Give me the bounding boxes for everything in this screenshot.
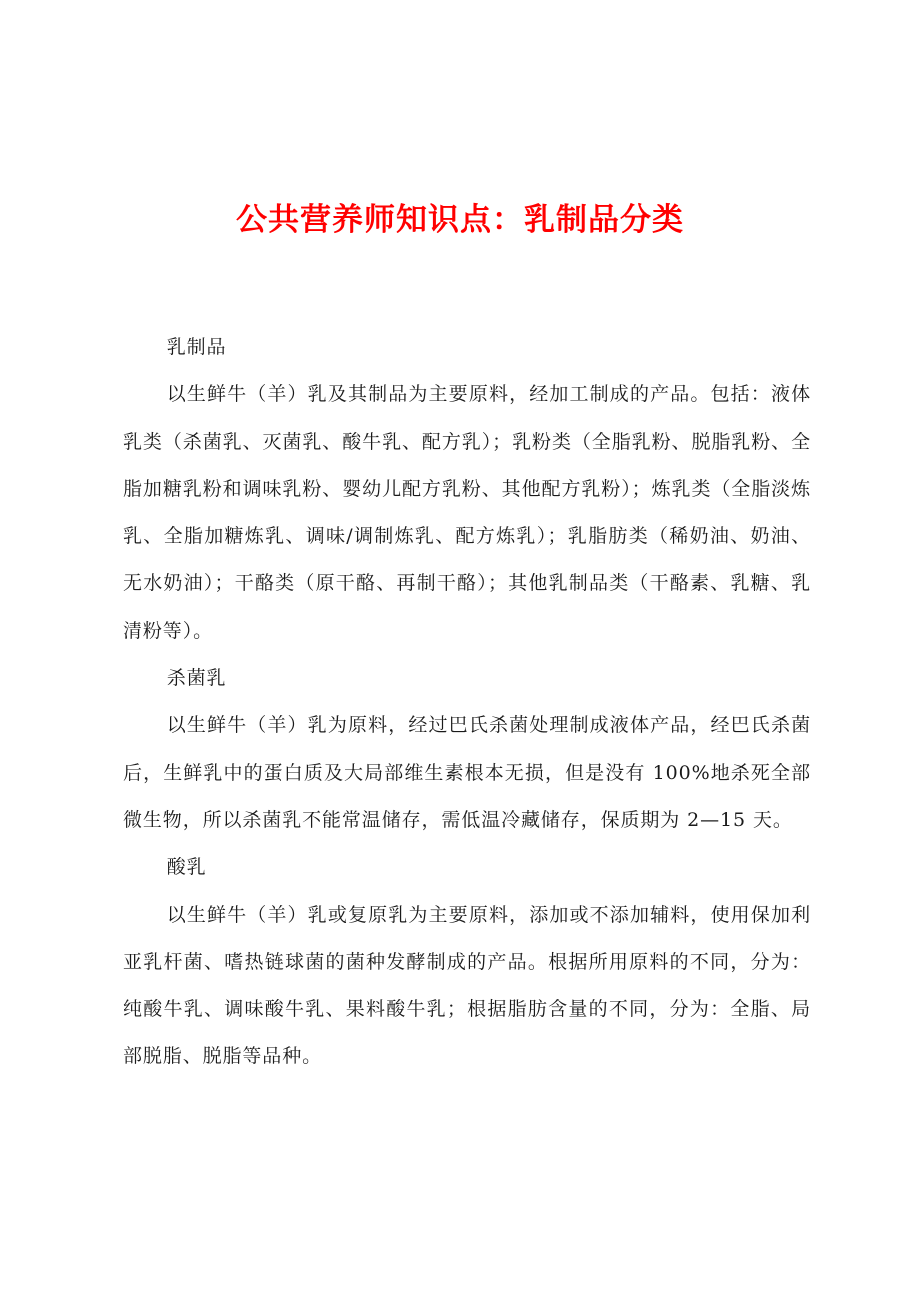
section-heading-yogurt: 酸乳 — [166, 856, 207, 879]
document-body — [123, 324, 811, 1081]
section-text-dairy-products: 以生鲜牛（羊）乳及其制品为主要原料，经加工制成的产品。包括：液体乳类（杀菌乳、灭菌乳、酸牛乳、配方乳）；乳粉类（全脂乳粉、脱脂乳粉、全脂加糖乳粉和调味乳粉、婴幼儿配方乳粉、其他配方乳粉）；炼乳类（全脂淡炼乳、全脂加糖炼乳、调味/调制炼乳、配方炼乳）；乳脂肪类（稀奶油、奶油、无水奶油）；干酪类（原干酪、再制干酪）；其他乳制品类（干酪素、乳糖、乳清粉等）。 — [123, 383, 811, 642]
section-text-pasteurized-milk: 以生鲜牛（羊）乳为原料，经过巴氏杀菌处理制成液体产品，经巴氏杀菌后，生鲜乳中的蛋白质及大局部维生素根本无损，但是没有 100%地杀死全部微生物，所以杀菌乳不能常温储存，需低温冷藏储存，保质期为 2—15 天。 — [123, 714, 811, 831]
document-title: 公共营养师知识点：乳制品分类 — [236, 202, 684, 238]
section-text-yogurt: 以生鲜牛（羊）乳或复原乳为主要原料，添加或不添加辅料，使用保加利亚乳杆菌、嗜热链球菌的菌种发酵制成的产品。根据所用原料的不同，分为：纯酸牛乳、调味酸牛乳、果料酸牛乳；根据脂肪含量的不同，分为：全脂、局部脱脂、脱脂等品种。 — [123, 903, 811, 1068]
section-heading-pasteurized-milk: 杀菌乳 — [166, 667, 227, 690]
section-heading-dairy-products: 乳制品 — [166, 336, 227, 358]
